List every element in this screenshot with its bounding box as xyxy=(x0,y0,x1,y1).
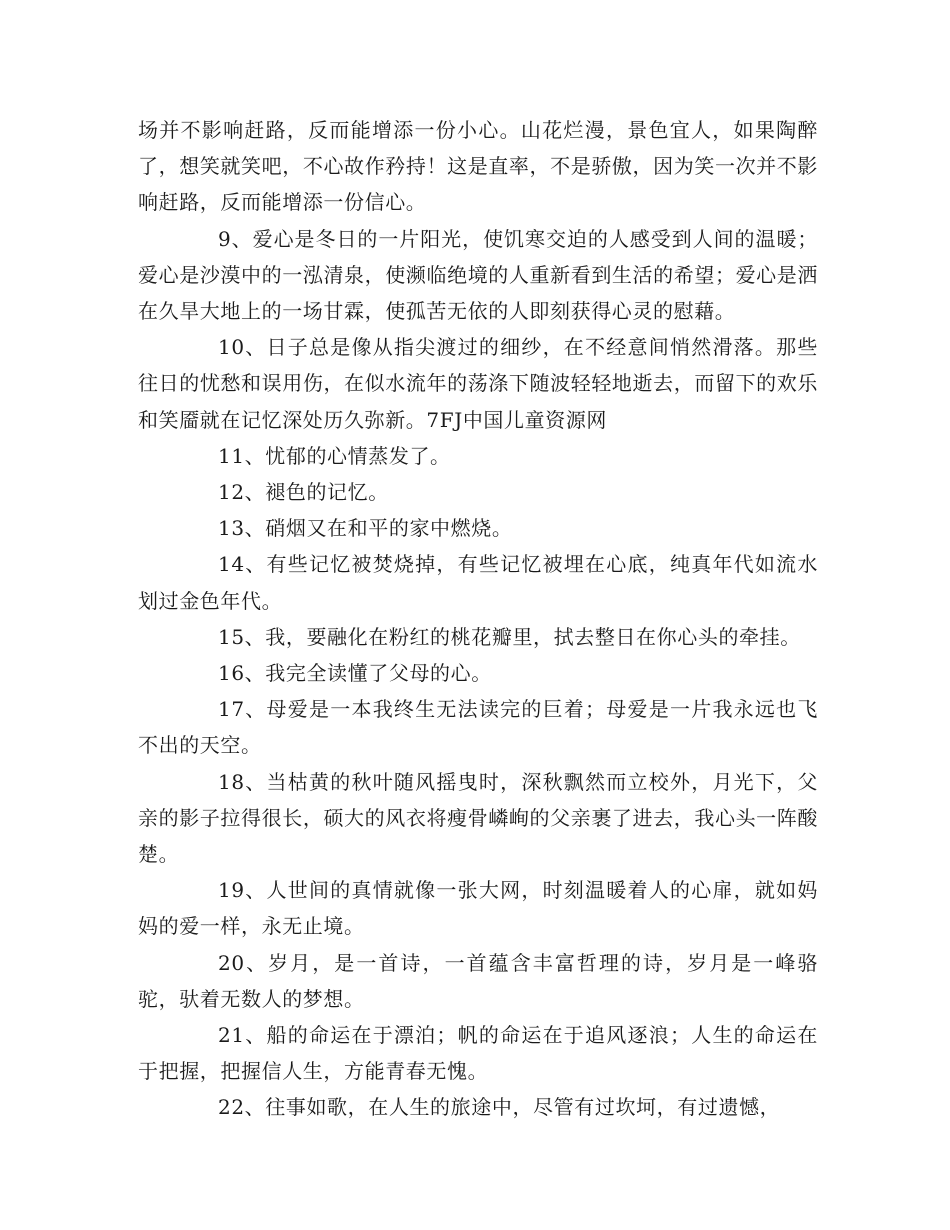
paragraph-item-12: 12、褪色的记忆。 xyxy=(218,480,389,505)
paragraph-item-14: 14、有些记忆被焚烧掉，有些记忆被埋在心底，纯真年代如流水划过金色年代。 xyxy=(138,552,818,613)
paragraph-item-19: 19、人世间的真情就像一张大网，时刻温暖着人的心扉，就如妈妈的爱一样，永无止境。 xyxy=(138,878,818,939)
paragraph-item-17: 17、母爱是一本我终生无法读完的巨着；母爱是一片我永远也飞不出的天空。 xyxy=(138,697,818,758)
document-page xyxy=(138,112,818,1126)
paragraph-item-21: 21、船的命运在于漂泊；帆的命运在于追风逐浪；人生的命运在于把握，把握信人生，方能青春无愧。 xyxy=(138,1023,818,1084)
paragraph-item-11: 11、忧郁的心情蒸发了。 xyxy=(218,443,451,468)
paragraph-item-16: 16、我完全读懂了父母的心。 xyxy=(218,661,492,686)
paragraph-item-9: 9、爱心是冬日的一片阳光，使饥寒交迫的人感受到人间的温暖；爱心是沙漠中的一泓清泉，使濒临绝境的人重新看到生活的希望；爱心是洒在久旱大地上的一场甘霖，使孤苦无依的人即刻获得心灵的慰藉。 xyxy=(138,226,818,324)
paragraph-item-18: 18、当枯黄的秋叶随风摇曳时，深秋飘然而立校外，月光下，父亲的影子拉得很长，硕大的风衣将瘦骨嶙峋的父亲裹了进去，我心头一阵酸楚。 xyxy=(138,769,818,867)
paragraph-item-15: 15、我，要融化在粉红的桃花瓣里，拭去整日在你心头的牵挂。 xyxy=(218,624,801,649)
paragraph-item-10: 10、日子总是像从指尖渡过的细纱，在不经意间悄然滑落。那些往日的忧愁和误用伤，在似水流年的荡涤下随波轻轻地逝去，而留下的欢乐和笑靥就在记忆深处历久弥新。7FJ中国儿童资源网 xyxy=(138,335,818,432)
paragraph-item-13: 13、硝烟又在和平的家中燃烧。 xyxy=(218,516,513,541)
paragraph-continuation: 场并不影响赶路，反而能增添一份小心。山花烂漫，景色宜人，如果陶醉了，想笑就笑吧，不心故作矜持！这是直率，不是骄傲，因为笑一次并不影响赶路，反而能增添一份信心。 xyxy=(138,118,818,215)
paragraph-item-22: 22、往事如歌，在人生的旅途中，尽管有过坎坷，有过遗憾， xyxy=(218,1095,781,1120)
paragraph-item-20: 20、岁月，是一首诗，一首蕴含丰富哲理的诗，岁月是一峰骆驼，驮着无数人的梦想。 xyxy=(138,950,818,1011)
